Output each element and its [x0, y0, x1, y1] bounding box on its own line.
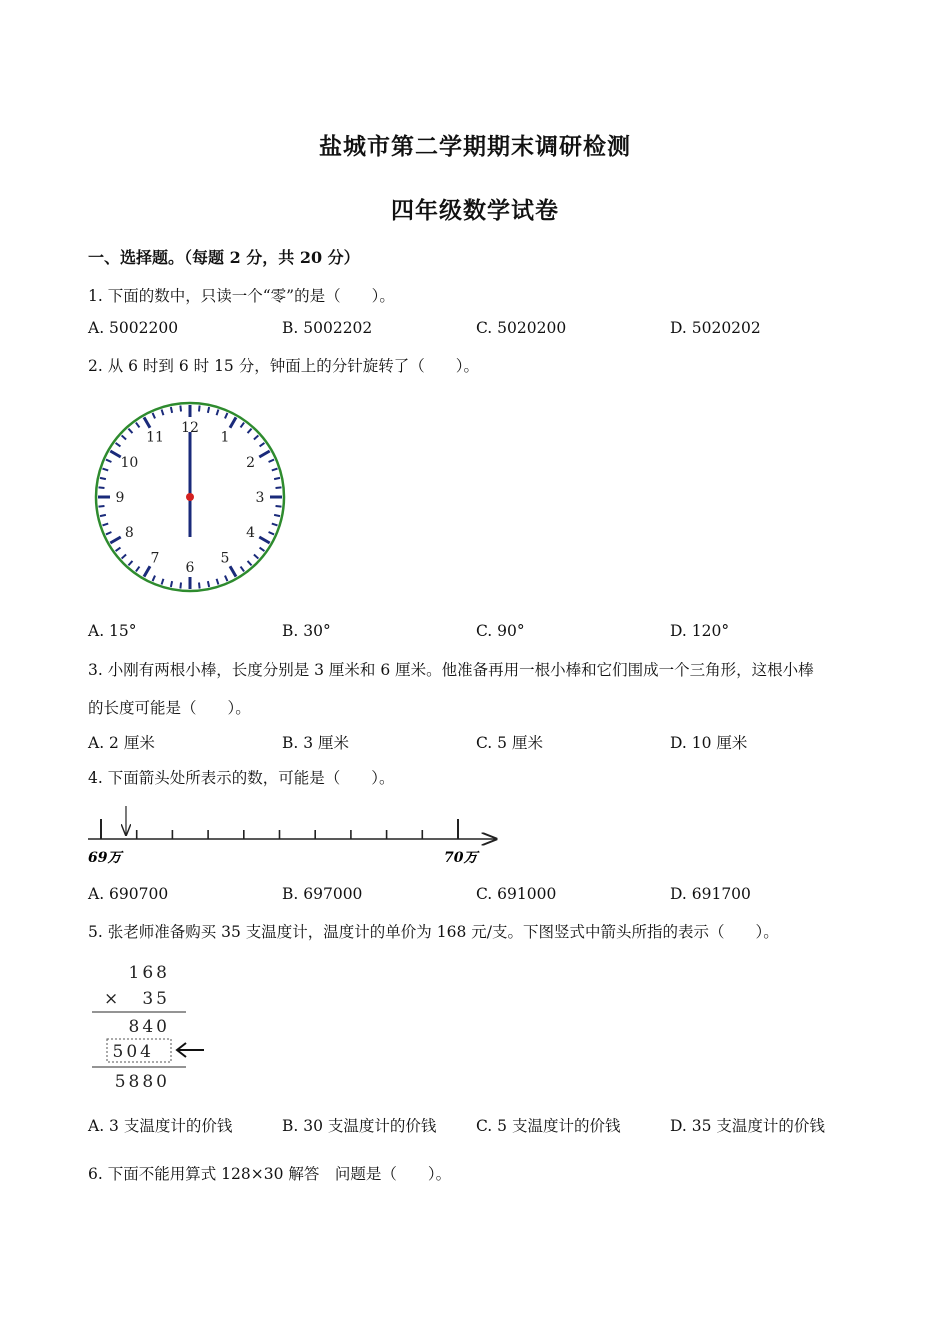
question-6: 6. 下面不能用算式 128×30 解答 问题是（ ）。 [88, 1165, 452, 1183]
clock-numeral: 6 [185, 560, 195, 576]
clock-minor-tick [103, 524, 109, 526]
clock-minor-tick [106, 460, 111, 462]
clock-major-tick [110, 451, 120, 457]
clock-center [186, 493, 194, 501]
clock-numeral: 9 [115, 490, 125, 506]
calc-partial-2: 504 [112, 1042, 154, 1062]
clock-minor-tick [162, 410, 164, 416]
option-c: C. 5 厘米 [476, 734, 543, 752]
calc-multiplier: 35 [142, 989, 170, 1009]
clock-minor-tick [274, 478, 280, 479]
calc-result: 5880 [114, 1072, 170, 1092]
clock-minor-tick [208, 581, 209, 587]
number-line-start-label: 69万 [88, 850, 122, 866]
vertical-multiplication [86, 955, 216, 1095]
clock-minor-tick [153, 576, 155, 581]
option-d: D. 35 支温度计的价钱 [670, 1117, 825, 1135]
clock-face [92, 400, 288, 596]
option-d: D. 120° [670, 622, 730, 640]
clock-minor-tick [103, 469, 109, 471]
section-heading: 一、选择题。（每题 2 分，共 20 分） [88, 248, 360, 267]
option-b: B. 697000 [282, 885, 363, 903]
option-c: C. 90° [476, 622, 525, 640]
clock-major-tick [110, 537, 120, 543]
clock-numeral: 1 [220, 429, 230, 446]
option-b: B. 30° [282, 622, 331, 640]
clock-major-tick [144, 417, 150, 427]
calc-times-sign: × [104, 989, 122, 1009]
question-2-options [88, 622, 868, 644]
clock-minor-tick [248, 429, 252, 433]
option-a: A. 690700 [88, 885, 169, 903]
number-line-end-label: 70万 [444, 850, 478, 866]
clock-minor-tick [274, 515, 280, 516]
clock-minor-tick [128, 429, 132, 433]
clock-major-tick [259, 451, 269, 457]
clock-minor-tick [153, 413, 155, 418]
clock-minor-tick [128, 561, 132, 565]
clock-minor-tick [260, 443, 265, 447]
question-5-options [88, 1114, 868, 1136]
clock-minor-tick [269, 460, 274, 462]
clock-minor-tick [116, 443, 121, 447]
clock-major-tick [144, 566, 150, 576]
clock-numeral: 4 [246, 525, 256, 541]
exam-title: 盐城市第二学期期末调研检测 [319, 133, 631, 160]
number-line [84, 800, 514, 870]
option-a: A. 5002200 [88, 319, 179, 337]
question-1-options [88, 319, 868, 341]
option-a: A. 2 厘米 [88, 734, 155, 752]
clock-minor-tick [100, 515, 106, 516]
clock-minor-tick [225, 413, 227, 418]
clock-minor-tick [254, 435, 258, 439]
clock-minor-tick [260, 548, 265, 552]
clock-minor-tick [116, 548, 121, 552]
clock-minor-tick [171, 407, 172, 413]
clock-minor-tick [122, 555, 126, 559]
calc-partial-1: 840 [128, 1017, 170, 1037]
clock-minor-tick [276, 487, 282, 488]
clock-minor-tick [272, 524, 278, 526]
option-c: C. 5 支温度计的价钱 [476, 1117, 621, 1135]
clock-numeral: 10 [120, 455, 139, 471]
question-3-line1: 3. 小刚有两根小棒，长度分别是 3 厘米和 6 厘米。他准备再用一根小棒和它们围成一个三角形，这根小棒 [88, 661, 814, 679]
clock-minor-tick [248, 561, 252, 565]
exam-subtitle: 四年级数学试卷 [391, 197, 559, 224]
clock-minor-tick [136, 423, 140, 428]
clock-minor-tick [269, 532, 274, 534]
clock-minor-tick [225, 576, 227, 581]
clock-minor-tick [106, 532, 111, 534]
clock-major-tick [230, 417, 236, 427]
clock-minor-tick [180, 583, 181, 589]
clock-numeral: 3 [255, 490, 265, 506]
question-4: 4. 下面箭头处所表示的数，可能是（ ）。 [88, 769, 395, 787]
option-b: B. 30 支温度计的价钱 [282, 1117, 437, 1135]
option-d: D. 691700 [670, 885, 751, 903]
question-5: 5. 张老师准备购买 35 支温度计，温度计的单价为 168 元/支。下图竖式中箭头所指的表示（ ）。 [88, 923, 779, 941]
question-3-line2: 的长度可能是（ ）。 [88, 699, 251, 717]
clock-major-tick [259, 537, 269, 543]
clock-minor-tick [272, 469, 278, 471]
clock-numeral: 5 [220, 550, 230, 567]
clock-numeral: 8 [124, 525, 134, 541]
option-c: C. 5020200 [476, 319, 567, 337]
clock-minor-tick [99, 506, 105, 507]
number-line-ticks [101, 819, 458, 839]
clock-minor-tick [241, 423, 245, 428]
question-3-options [88, 731, 868, 753]
clock-minor-tick [100, 478, 106, 479]
clock-minor-tick [122, 435, 126, 439]
clock-minor-tick [180, 406, 181, 412]
clock-minor-tick [171, 581, 172, 587]
clock-minor-tick [99, 487, 105, 488]
option-c: C. 691000 [476, 885, 557, 903]
clock-numeral: 12 [181, 420, 199, 436]
clock-minor-tick [208, 407, 209, 413]
option-a: A. 15° [88, 622, 137, 640]
clock-minor-tick [254, 555, 258, 559]
clock-numeral: 2 [246, 455, 256, 471]
question-4-options [88, 885, 868, 907]
clock-major-tick [230, 566, 236, 576]
calc-pointer-arrow [177, 1043, 204, 1057]
option-d: D. 10 厘米 [670, 734, 748, 752]
option-d: D. 5020202 [670, 319, 761, 337]
clock-minor-tick [241, 567, 245, 572]
clock-minor-tick [199, 583, 200, 589]
clock-minor-tick [199, 406, 200, 412]
option-b: B. 5002202 [282, 319, 373, 337]
clock-minor-tick [217, 579, 219, 585]
calc-multiplicand: 168 [128, 963, 170, 983]
clock-minor-tick [276, 506, 282, 507]
option-b: B. 3 厘米 [282, 734, 350, 752]
clock-minor-tick [217, 410, 219, 416]
question-2: 2. 从 6 时到 6 时 15 分，钟面上的分针旋转了（ ）。 [88, 357, 479, 375]
clock-minor-tick [136, 567, 140, 572]
clock-minor-tick [162, 579, 164, 585]
option-a: A. 3 支温度计的价钱 [88, 1117, 233, 1135]
question-1: 1. 下面的数中，只读一个“零”的是（ ）。 [88, 287, 395, 305]
clock-numeral: 11 [146, 429, 164, 446]
clock-numeral: 7 [150, 550, 160, 567]
